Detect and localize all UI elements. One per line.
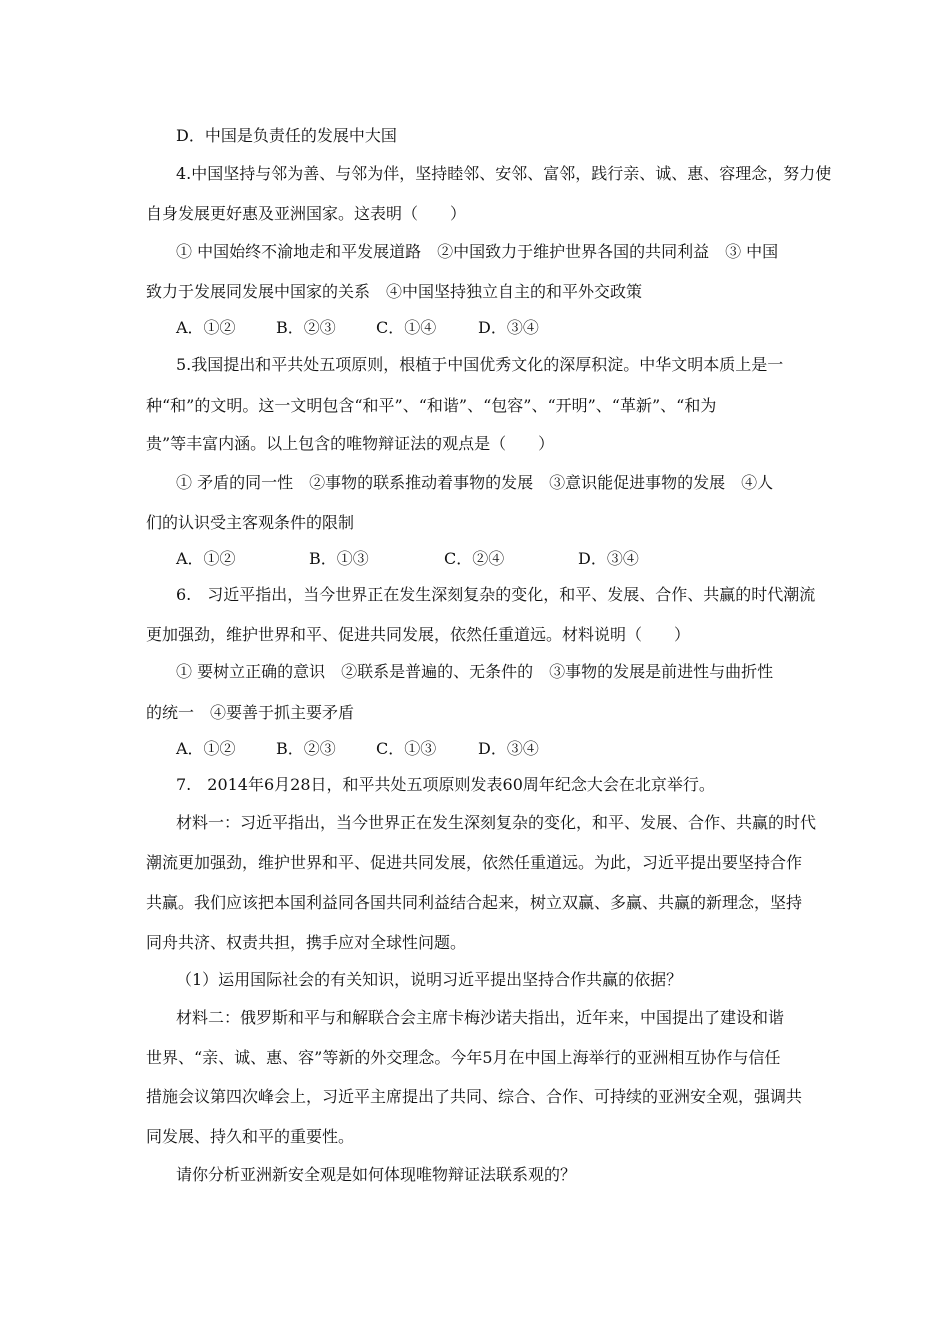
- q7-stem: 7. 2014年6月28日，和平共处五项原则发表60周年纪念大会在北京举行。: [176, 775, 715, 794]
- q6-option-a: A．①②: [176, 739, 236, 758]
- q4-option-c: C．①④: [376, 318, 437, 337]
- q7-material-1-line-2: 潮流更加强劲，维护世界和平、促进共同发展，依然任重道远。为此，习近平提出要坚持合作: [146, 853, 803, 872]
- q5-stem-line-2: 种“和”的文明。这一文明包含“和平”、“和谐”、“包容”、“开明”、“革新”、“和为: [146, 396, 717, 415]
- q6-stem-line-2: 更加强劲，维护世界和平、促进共同发展，依然任重道远。材料说明（ ）: [146, 625, 691, 644]
- q5-stem-line-1: 5.我国提出和平共处五项原则，根植于中国优秀文化的深厚积淀。中华文明本质上是一: [176, 355, 784, 374]
- q4-items-line-2: 致力于发展同发展中国家的关系 ④中国坚持独立自主的和平外交政策: [146, 282, 643, 301]
- q5-option-c: C．②④: [444, 549, 505, 568]
- q6-option-c: C．①③: [376, 739, 437, 758]
- q5-items-line-1: ① 矛盾的同一性 ②事物的联系推动着事物的发展 ③意识能促进事物的发展 ④人: [176, 473, 774, 492]
- q6-items-line-1: ① 要树立正确的意识 ②联系是普遍的、无条件的 ③事物的发展是前进性与曲折性: [176, 662, 774, 681]
- q4-option-a: A．①②: [176, 318, 236, 337]
- q7-material-1-line-4: 同舟共济、权责共担，携手应对全球性问题。: [146, 933, 467, 952]
- q4-option-b: B．②③: [276, 318, 336, 337]
- q7-subquestion-2: 请你分析亚洲新安全观是如何体现唯物辩证法联系观的？: [176, 1165, 577, 1184]
- q4-stem-line-1: 4.中国坚持与邻为善、与邻为伴，坚持睦邻、安邻、富邻，践行亲、诚、惠、容理念，努力使: [176, 164, 832, 183]
- q6-option-b: B．②③: [276, 739, 336, 758]
- q6-items-line-2: 的统一 ④要善于抓主要矛盾: [146, 703, 355, 722]
- q5-option-d: D．③④: [578, 549, 639, 568]
- q7-material-2-line-2: 世界、“亲、诚、惠、容”等新的外交理念。今年5月在中国上海举行的亚洲相互协作与信任: [146, 1048, 781, 1067]
- q7-subquestion-1: （1）运用国际社会的有关知识，说明习近平提出坚持合作共赢的依据？: [176, 970, 683, 989]
- q5-option-a: A．①②: [176, 549, 236, 568]
- q5-option-b: B．①③: [309, 549, 369, 568]
- q5-items-line-2: 们的认识受主客观条件的限制: [146, 513, 355, 532]
- q7-material-1-line-1: 材料一：习近平指出，当今世界正在发生深刻复杂的变化，和平、发展、合作、共赢的时代: [176, 813, 817, 832]
- q7-material-2-line-3: 措施会议第四次峰会上，习近平主席提出了共同、综合、合作、可持续的亚洲安全观，强调共: [146, 1087, 803, 1106]
- q6-stem-line-1: 6. 习近平指出，当今世界正在发生深刻复杂的变化，和平、发展、合作、共赢的时代潮流: [176, 585, 816, 604]
- q4-stem-line-2: 自身发展更好惠及亚洲国家。这表明（ ）: [146, 204, 467, 223]
- q7-material-2-line-4: 同发展、持久和平的重要性。: [146, 1127, 355, 1146]
- q7-material-2-line-1: 材料二：俄罗斯和平与和解联合会主席卡梅沙诺夫指出，近年来，中国提出了建设和谐: [176, 1008, 785, 1027]
- q5-stem-line-3: 贵”等丰富内涵。以上包含的唯物辩证法的观点是（ ）: [146, 434, 555, 453]
- q7-material-1-line-3: 共赢。我们应该把本国利益同各国共同利益结合起来，树立双赢、多赢、共赢的新理念，坚持: [146, 893, 803, 912]
- q3-option-d: D．中国是负责任的发展中大国: [176, 126, 397, 145]
- q4-option-d: D．③④: [478, 318, 539, 337]
- q6-option-d: D．③④: [478, 739, 539, 758]
- q4-items-line-1: ① 中国始终不渝地走和平发展道路 ②中国致力于维护世界各国的共同利益 ③ 中国: [176, 242, 779, 261]
